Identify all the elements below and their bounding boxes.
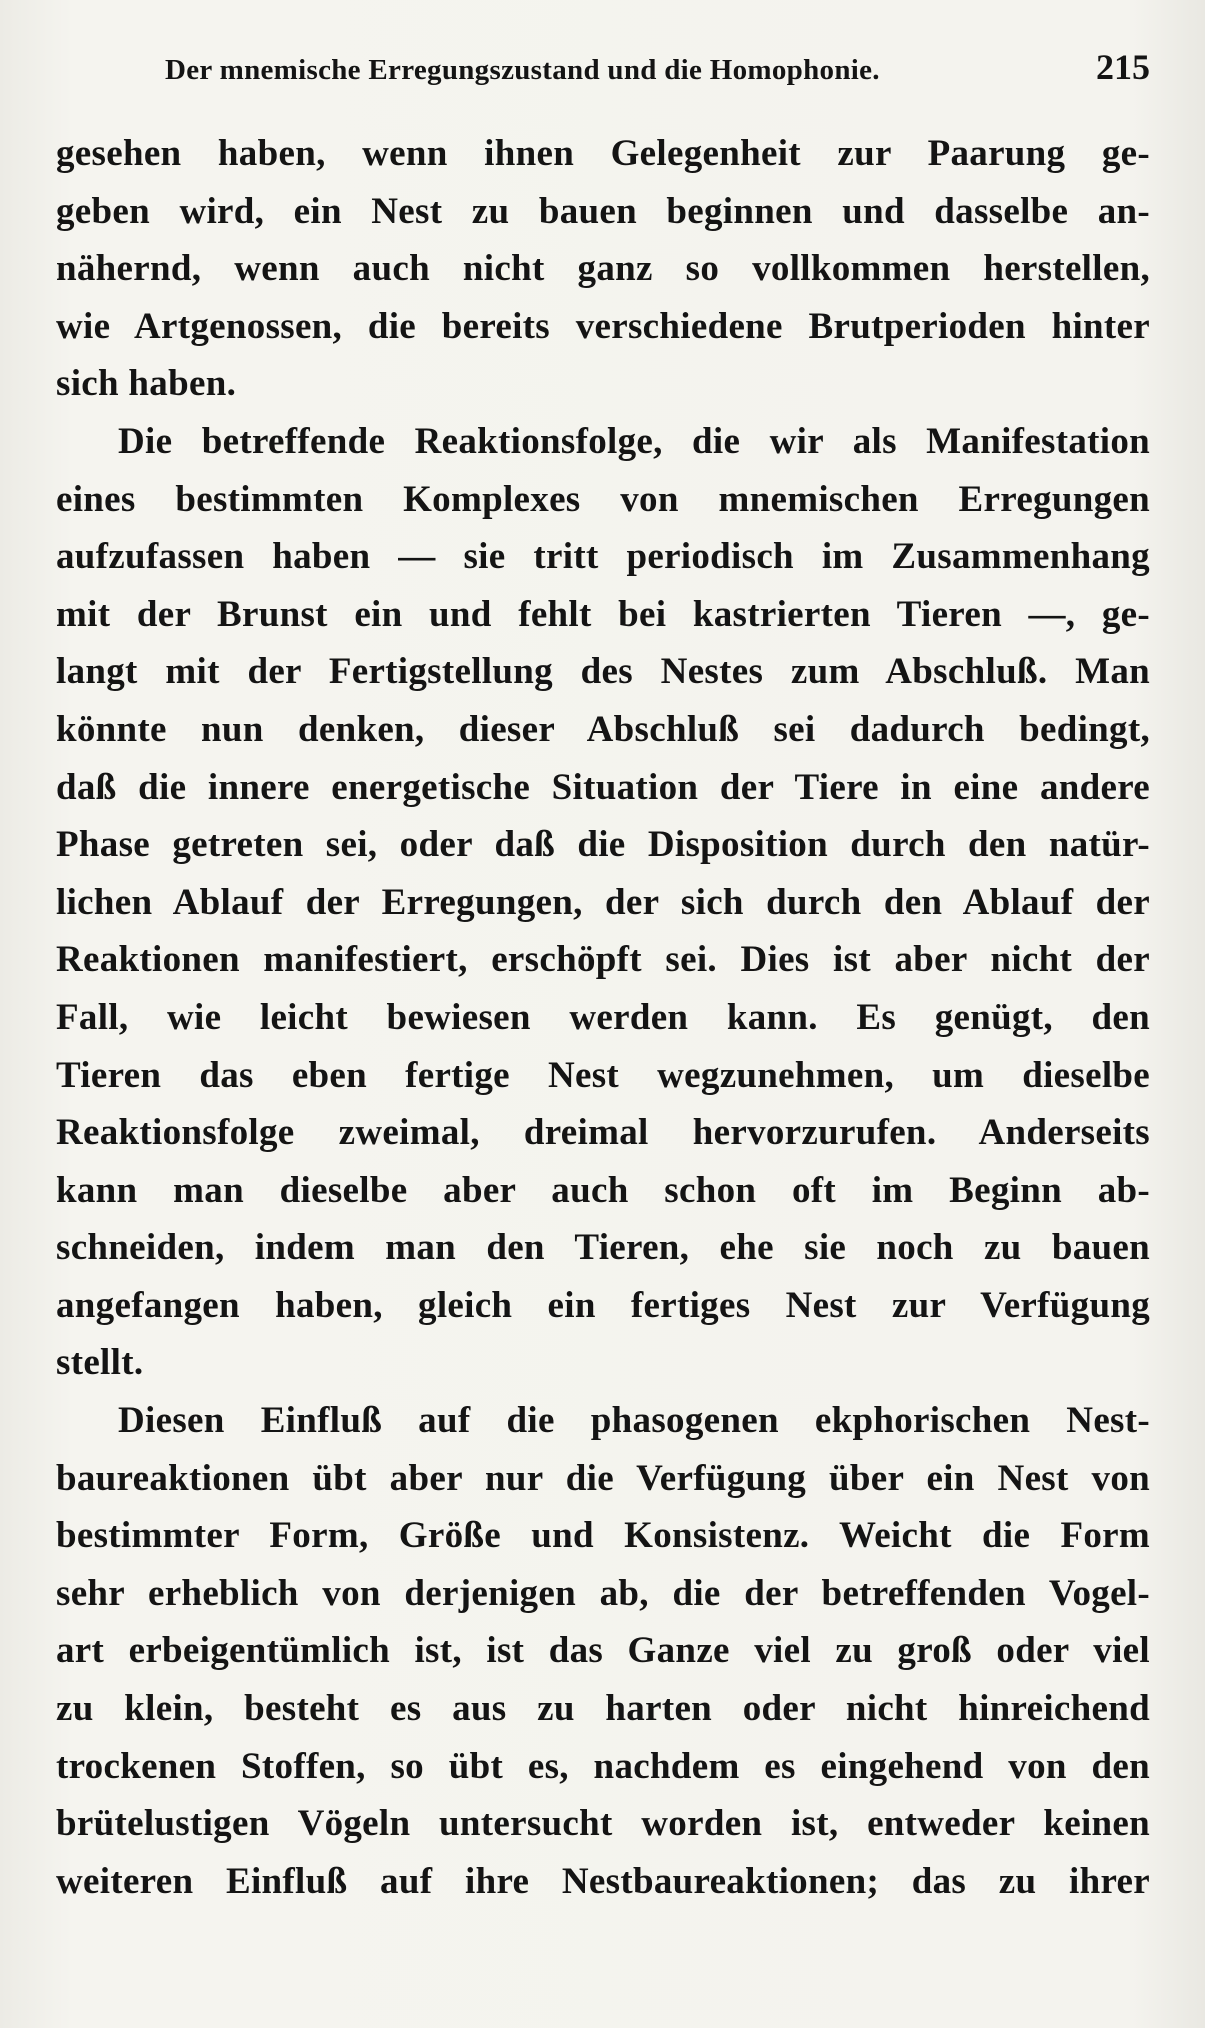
body-text (56, 125, 1150, 1910)
text-line: mit der Brunst ein und fehlt bei kastrierten Tieren —, ge- (56, 593, 1150, 635)
text-line: zu klein, besteht es aus zu harten oder nicht hinreichend (56, 1688, 1150, 1730)
text-line: Tieren das eben fertige Nest wegzunehmen, um dieselbe (56, 1054, 1150, 1096)
text-line: angefangen haben, gleich ein fertiges Nest zur Verfügung (56, 1284, 1150, 1326)
text-line: schneiden, indem man den Tieren, ehe sie noch zu bauen (56, 1227, 1150, 1269)
text-line: langt mit der Fertigstellung des Nestes zum Abschluß. Man (56, 651, 1150, 693)
text-line: trockenen Stoffen, so übt es, nachdem es eingehend von den (56, 1745, 1150, 1787)
text-line: Reaktionen manifestiert, erschöpft sei. Dies ist aber nicht der (56, 939, 1150, 981)
text-line: nähernd, wenn auch nicht ganz so vollkommen herstellen, (56, 248, 1150, 290)
paragraph-3 (56, 1392, 1150, 1910)
text-line: sehr erheblich von derjenigen ab, die der betreffenden Vogel- (56, 1572, 1150, 1614)
text-line: Phase getreten sei, oder daß die Disposition durch den natür- (56, 824, 1150, 866)
text-line: brütelustigen Vögeln untersucht worden ist, entweder keinen (56, 1803, 1150, 1845)
text-line: sich haben. (56, 363, 237, 405)
text-line: gesehen haben, wenn ihnen Gelegenheit zur Paarung ge- (56, 133, 1150, 174)
text-line: könnte nun denken, dieser Abschluß sei dadurch bedingt, (56, 708, 1150, 750)
text-line: kann man dieselbe aber auch schon oft im Beginn ab- (56, 1169, 1150, 1211)
text-line: stellt. (56, 1342, 144, 1384)
text-line: weiteren Einfluß auf ihre Nestbaureaktionen; das zu ihrer (56, 1860, 1150, 1902)
text-line: eines bestimmten Komplexes von mnemischen Erregungen (56, 478, 1150, 520)
paragraph-2 (56, 413, 1150, 1392)
text-line: Reaktionsfolge zweimal, dreimal hervorzurufen. Anderseits (56, 1112, 1150, 1154)
text-line: Fall, wie leicht bewiesen werden kann. Es genügt, den (56, 996, 1150, 1038)
text-line: bestimmter Form, Größe und Konsistenz. Weicht die Form (56, 1515, 1150, 1557)
running-head (165, 46, 1150, 96)
text-line: lichen Ablauf der Erregungen, der sich durch den Ablauf der (56, 881, 1150, 923)
text-line: aufzufassen haben — sie tritt periodisch im Zusammenhang (56, 536, 1150, 578)
running-title: Der mnemische Erregungszustand und die Homophonie. (165, 54, 880, 86)
text-line: wie Artgenossen, die bereits verschiedene Brutperioden hinter (56, 305, 1150, 347)
text-line: daß die innere energetische Situation der Tiere in eine andere (56, 766, 1150, 808)
text-line: geben wird, ein Nest zu bauen beginnen und dasselbe an- (56, 190, 1150, 232)
text-line: baureaktionen übt aber nur die Verfügung über ein Nest von (56, 1457, 1150, 1499)
page-number: 215 (1096, 47, 1150, 87)
text-line: Die betreffende Reaktionsfolge, die wir als Manifestation (118, 420, 1150, 462)
text-line: Diesen Einfluß auf die phasogenen ekphorischen Nest- (118, 1400, 1150, 1442)
text-line: art erbeigentümlich ist, ist das Ganze viel zu groß oder viel (56, 1630, 1150, 1672)
paragraph-1 (56, 125, 1150, 413)
